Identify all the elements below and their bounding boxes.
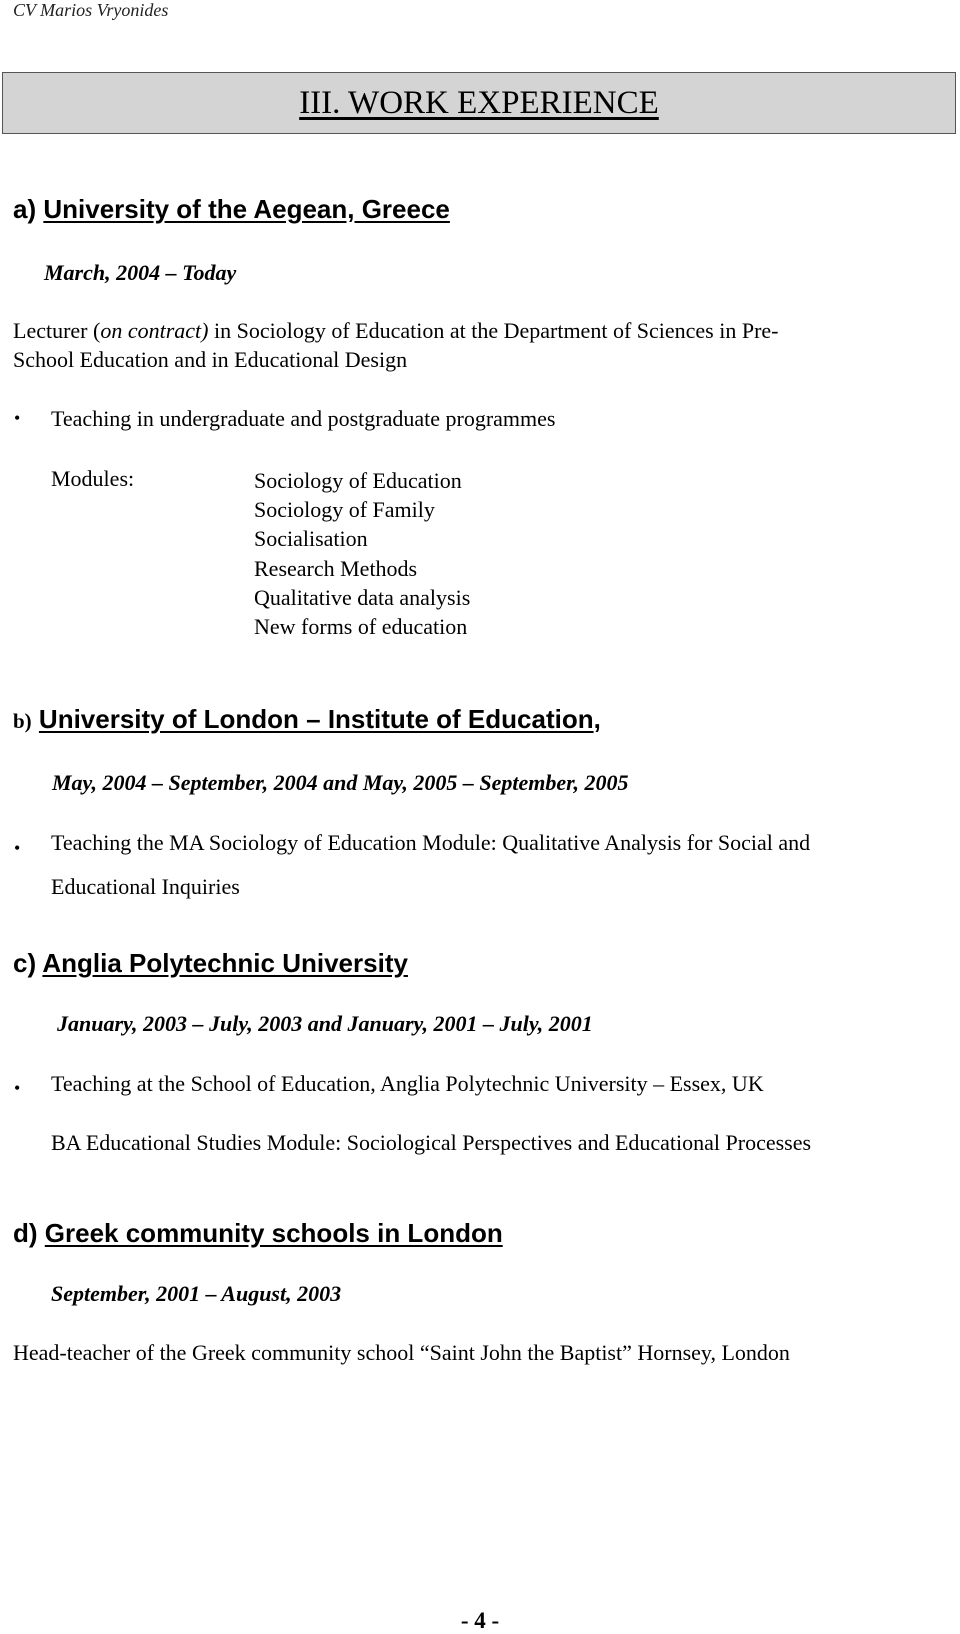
bullet-dot: • — [14, 408, 21, 428]
entry-letter: c) — [13, 948, 37, 978]
desc-text: Lecturer ( — [13, 318, 101, 343]
entry-b-bullet-line2: Educational Inquiries — [51, 874, 240, 899]
desc-italic: on contract) — [100, 318, 209, 343]
entry-a-description-line2: School Education and in Educational Design — [13, 347, 408, 372]
modules-label: Modules: — [51, 466, 135, 491]
entry-c-module: BA Educational Studies Module: Sociological Perspectives and Educational Processes — [51, 1130, 812, 1155]
list-item: Qualitative data analysis — [254, 584, 471, 610]
entry-b-heading — [13, 704, 601, 735]
entry-institution: University of London – Institute of Education — [38, 704, 594, 734]
entry-institution: Anglia Polytechnic University — [42, 948, 408, 978]
running-header: CV Marios Vryonides — [13, 0, 169, 20]
entry-d-description: Head-teacher of the Greek community school “Saint John the Baptist” Hornsey, London — [13, 1340, 790, 1365]
list-item: Sociology of Education — [254, 468, 462, 493]
entry-b-bullet-line1: Teaching the MA Sociology of Education Module: Qualitative Analysis for Social and — [51, 830, 811, 855]
entry-trailing-comma: , — [593, 704, 601, 734]
section-title: III. WORK EXPERIENCE — [299, 85, 659, 121]
bullet-dot: • — [14, 838, 21, 858]
entry-d-date: September, 2001 – August, 2003 — [51, 1281, 342, 1306]
entry-b-date: May, 2004 – September, 2004 and May, 2005 – September, 2005 — [52, 770, 629, 795]
entry-d-heading — [13, 1218, 503, 1249]
list-item: Socialisation — [254, 526, 368, 552]
entry-a-date: March, 2004 – Today — [44, 260, 237, 285]
list-item: Research Methods — [254, 555, 418, 581]
entry-letter: a) — [13, 194, 37, 224]
bullet-dot: • — [14, 1078, 21, 1098]
entry-c-bullet: Teaching at the School of Education, Anglia Polytechnic University – Essex, UK — [51, 1071, 764, 1096]
modules-list — [254, 466, 470, 641]
page-number: - 4 - — [460, 1608, 500, 1633]
entry-a-description-line1 — [13, 318, 779, 344]
entry-c-heading — [13, 948, 408, 979]
desc-text-rest: in Sociology of Education at the Department of Sciences in Pre- — [208, 318, 779, 343]
list-item: Sociology of Family — [254, 497, 435, 523]
entry-institution: Greek community schools in London — [44, 1218, 503, 1248]
entry-c-date: January, 2003 – July, 2003 and January, 2001 – July, 2001 — [57, 1011, 593, 1036]
entry-letter: b) — [13, 709, 32, 733]
entry-a-heading — [13, 194, 450, 225]
entry-a-bullet: Teaching in undergraduate and postgraduate programmes — [51, 406, 556, 431]
list-item: New forms of education — [254, 614, 468, 640]
entry-institution: University of the Aegean, Greece — [43, 194, 450, 224]
entry-letter: d) — [13, 1218, 38, 1248]
